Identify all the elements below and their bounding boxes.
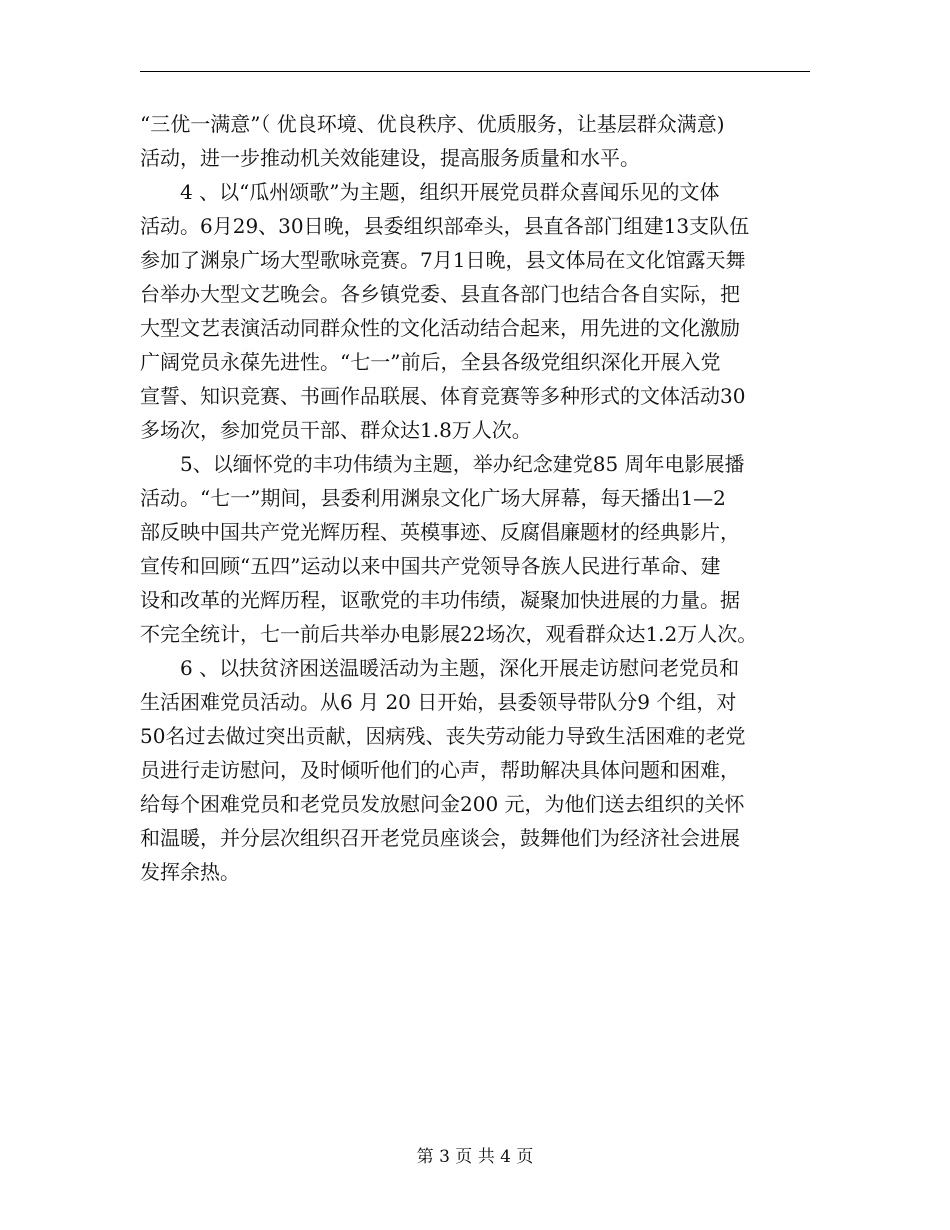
- text-line: 台举办大型文艺晚会。各乡镇党委、县直各部门也结合各自实际，把: [140, 282, 740, 306]
- text-line: 活动。6月29、30日晚，县委组织部牵头，县直各部门组建13支队伍: [140, 214, 750, 238]
- body-text: [140, 107, 810, 889]
- text-line: 宣誓、知识竞赛、书画作品联展、体育竞赛等多种形式的文体活动30: [140, 384, 746, 408]
- header-rule: [140, 71, 810, 72]
- text-line: 宣传和回顾“五四”运动以来中国共产党领导各族人民进行革命、建: [140, 554, 721, 578]
- text-line: 广阔党员永葆先进性。“七一”前后，全县各级党组织深化开展入党: [140, 350, 721, 374]
- text-line: 和温暖，并分层次组织召开老党员座谈会，鼓舞他们为经济社会进展: [140, 826, 740, 850]
- text-line: 生活困难党员活动。从6 月 20 日开始，县委领导带队分9 个组，对: [140, 690, 737, 714]
- text-line: 设和改革的光辉历程，讴歌党的丰功伟绩，凝聚加快进展的力量。据: [140, 588, 740, 612]
- text-line: 50名过去做过突出贡献，因病残、丧失劳动能力导致生活困难的老党: [140, 724, 746, 748]
- page-number-footer: 第 3 页 共 4 页: [416, 1147, 534, 1167]
- text-line: 多场次，参加党员干部、群众达1.8万人次。: [140, 418, 532, 442]
- text-line: 给每个困难党员和老党员发放慰问金200 元，为他们送去组织的关怀: [140, 792, 745, 816]
- text-line: 员进行走访慰问，及时倾听他们的心声，帮助解决具体问题和困难，: [140, 758, 740, 782]
- text-line: 4 、以“瓜州颂歌”为主题，组织开展党员群众喜闻乐见的文体: [140, 180, 720, 204]
- text-line: 活动，进一步推动机关效能建设，提高服务质量和水平。: [140, 146, 640, 170]
- text-line: 大型文艺表演活动同群众性的文化活动结合起来，用先进的文化激励: [140, 316, 740, 340]
- text-line: 5、以缅怀党的丰功伟绩为主题，举办纪念建党85 周年电影展播: [140, 452, 745, 476]
- text-line: 活动。“七一”期间，县委利用渊泉文化广场大屏幕，每天播出1—2: [140, 486, 726, 510]
- text-line: 6 、以扶贫济困送温暖活动为主题，深化开展走访慰问老党员和: [140, 656, 740, 680]
- text-line: “三优一满意”（ 优良环境、优良秩序、优质服务，让基层群众满意): [140, 112, 725, 136]
- text-line: 不完全统计，七一前后共举办电影展22场次，观看群众达1.2万人次。: [140, 622, 758, 646]
- text-line: 发挥余热。: [140, 860, 240, 884]
- text-line: 参加了渊泉广场大型歌咏竞赛。7月1日晚，县文体局在文化馆露天舞: [140, 248, 746, 272]
- text-line: 部反映中国共产党光辉历程、英模事迹、反腐倡廉题材的经典影片，: [140, 520, 740, 544]
